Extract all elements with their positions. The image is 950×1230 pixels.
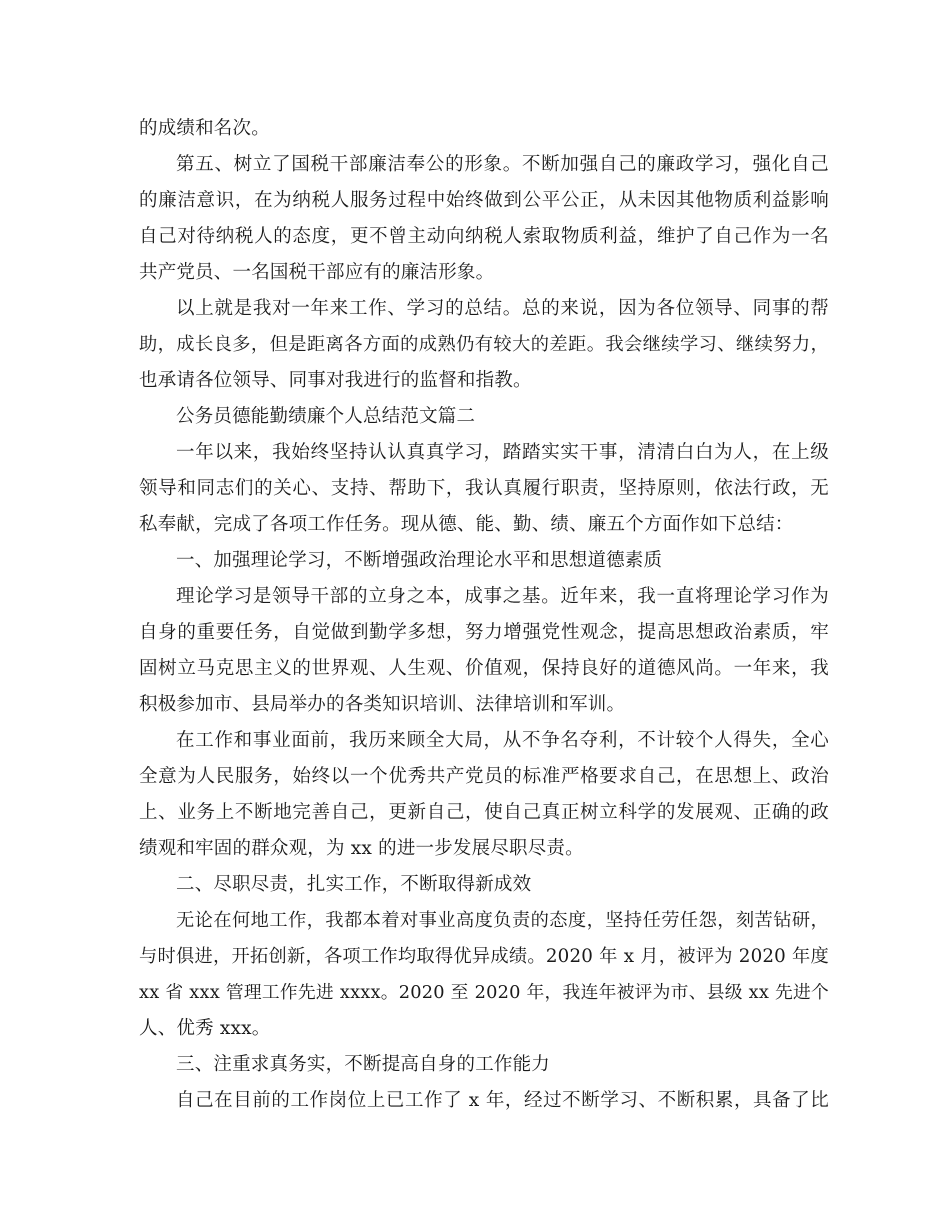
paragraph-start-line: 在工作和事业面前，我历来顾全大局，从不争名夺利，不计较个人得失，全心 xyxy=(176,730,829,751)
section-title: 公务员德能勤绩廉个人总结范文篇二 xyxy=(176,406,476,427)
text-line: 领导和同志们的关心、支持、帮助下，我认真履行职责，坚持原则，依法行政，无 xyxy=(139,478,829,499)
text-line: 自己对待纳税人的态度，更不曾主动向纳税人索取物质利益，维护了自己作为一名 xyxy=(139,226,829,247)
text-line: 积极参加市、县局举办的各类知识培训、法律培训和军训。 xyxy=(139,694,626,715)
text-line: xx 省 xxx 管理工作先进 xxxx。2020 至 2020 年，我连年被评为市、县级 xx 先进个 xyxy=(139,983,829,1003)
text-line: 自身的重要任务，自觉做到勤学多想，努力增强党性观念，提高思想政治素质，牢 xyxy=(139,622,829,643)
text-line: 也承请各位领导、同事对我进行的监督和指教。 xyxy=(139,370,532,391)
text-line: 绩观和牢固的群众观，为 xx 的进一步发展尽职尽责。 xyxy=(139,838,584,859)
text-line: 全意为人民服务，始终以一个优秀共产党员的标准严格要求自己，在思想上、政治 xyxy=(139,766,829,787)
text-line: 的廉洁意识，在为纳税人服务过程中始终做到公平公正，从未因其他物质利益影响 xyxy=(139,190,829,211)
section-heading: 三、注重求真务实，不断提高自身的工作能力 xyxy=(176,1054,551,1075)
paragraph-start-line: 无论在何地工作，我都本着对事业高度负责的态度，坚持任劳任怨，刻苦钻研， xyxy=(176,910,829,931)
text-line: 人、优秀 xxx。 xyxy=(139,1018,271,1039)
text-line: 共产党员、一名国税干部应有的廉洁形象。 xyxy=(139,262,495,283)
paragraph-start-line: 以上就是我对一年来工作、学习的总结。总的来说，因为各位领导、同事的帮 xyxy=(176,298,829,319)
text-line: 上、业务上不断地完善自己，更新自己，使自己真正树立科学的发展观、正确的政 xyxy=(139,802,829,823)
paragraph-start-line: 理论学习是领导干部的立身之本，成事之基。近年来，我一直将理论学习作为 xyxy=(176,586,829,607)
paragraph-start-line: 第五、树立了国税干部廉洁奉公的形象。不断加强自己的廉政学习，强化自己 xyxy=(176,154,829,175)
paragraph-start-line: 自己在目前的工作岗位上已工作了 x 年，经过不断学习、不断积累，具备了比 xyxy=(176,1090,829,1111)
text-line: 固树立马克思主义的世界观、人生观、价值观，保持良好的道德风尚。一年来，我 xyxy=(139,658,829,679)
section-heading: 二、尽职尽责，扎实工作，不断取得新成效 xyxy=(176,874,532,895)
paragraph-start-line: 一年以来，我始终坚持认认真真学习，踏踏实实干事，清清白白为人，在上级 xyxy=(176,442,829,463)
text-line: 与时俱进，开拓创新，各项工作均取得优异成绩。2020 年 x 月，被评为 2020 年度 xyxy=(139,946,829,967)
text-line: 私奉献，完成了各项工作任务。现从德、能、勤、绩、廉五个方面作如下总结： xyxy=(139,514,794,535)
text-line: 的成绩和名次。 xyxy=(139,118,270,139)
section-heading: 一、加强理论学习，不断增强政治理论水平和思想道德素质 xyxy=(176,550,663,571)
text-line: 助，成长良多，但是距离各方面的成熟仍有较大的差距。我会继续学习、继续努力， xyxy=(139,334,829,355)
